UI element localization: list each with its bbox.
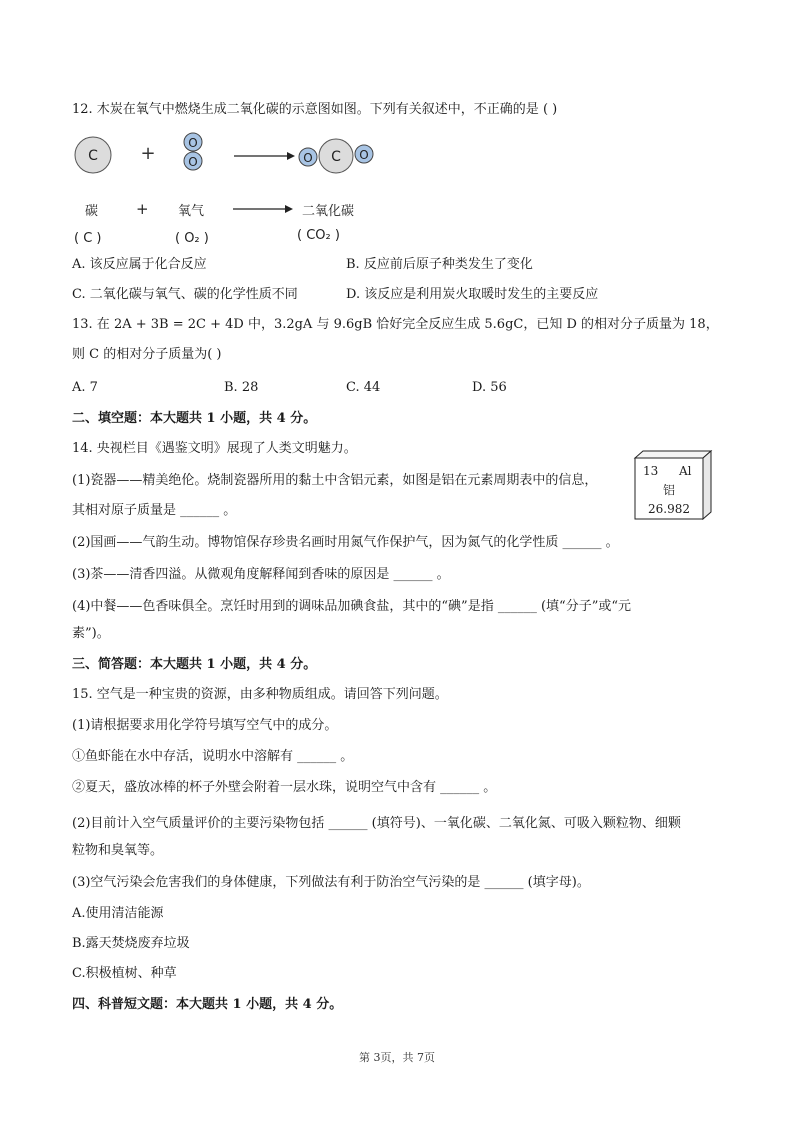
q14-part1-line2: 其相对原子质量是 ______ 。 <box>72 503 237 518</box>
word-oxygen: 氧气 <box>178 204 205 219</box>
q12-option-d: D. 该反应是利用炭火取暖时发生的主要反应 <box>346 287 599 302</box>
section-heading-short-answer: 三、简答题：本大题共 1 小题，共 4 分。 <box>72 657 317 672</box>
q13-stem-line2: 则 C 的相对分子质量为( ) <box>72 347 222 362</box>
element-mass: 26.982 <box>648 502 690 516</box>
reaction-arrow-icon <box>234 152 295 160</box>
oxygen-atom-label: O <box>188 155 198 169</box>
oxygen-atom-label: O <box>188 136 198 150</box>
q15-part1: (1)请根据要求用化学符号填写空气中的成分。 <box>72 718 338 733</box>
section-heading-fill-in: 二、填空题：本大题共 1 小题，共 4 分。 <box>72 411 317 426</box>
q13-option-b: B. 28 <box>224 380 259 395</box>
q15-option-c: C.积极植树、种草 <box>72 966 177 981</box>
carbon-atom-label: C <box>88 148 98 164</box>
q14-part4-line1: (4)中餐——色香味俱全。烹饪时用到的调味品加碘食盐，其中的“碘”是指 ______ (填“分子”或“元 <box>72 599 631 614</box>
q13-option-a: A. 7 <box>72 380 98 395</box>
q14-part1-line1: (1)瓷器——精美绝伦。烧制瓷器所用的黏土中含铝元素，如图是铝在元素周期表中的信息， <box>72 473 598 488</box>
q15-part1b: ②夏天，盛放冰棒的杯子外壁会附着一层水珠，说明空气中含有 ______ 。 <box>72 780 497 795</box>
q15-option-b: B.露天焚烧废弃垃圾 <box>72 936 190 951</box>
oxygen-molecule <box>184 133 202 170</box>
co2-molecule <box>299 139 373 173</box>
q13-option-c: C. 44 <box>346 380 381 395</box>
formula-c: ( C ) <box>74 231 102 246</box>
q12-option-a: A. 该反应属于化合反应 <box>72 257 207 272</box>
oxygen-atom-label: O <box>303 151 313 165</box>
plus-sign: + <box>140 143 156 164</box>
word-arrow-icon <box>233 202 293 216</box>
q14-stem: 14. 央视栏目《遇鉴文明》展现了人类文明魅力。 <box>72 441 357 456</box>
formula-co2: ( CO₂ ) <box>297 228 340 243</box>
q12-stem: 12. 木炭在氧气中燃烧生成二氧化碳的示意图如图。下列有关叙述中，不正确的是 ( ) <box>72 102 558 117</box>
q14-part3: (3)茶——清香四溢。从微观角度解释闻到香味的原因是 ______ 。 <box>72 567 450 582</box>
q13-stem-line1: 13. 在 2A + 3B = 2C + 4D 中，3.2gA 与 9.6gB 恰好完全反应生成 5.6gC，已知 D 的相对分子质量为 18， <box>72 317 719 332</box>
q14-part4-line2: 素”)。 <box>72 626 110 641</box>
q14-part2: (2)国画——气韵生动。博物馆保存珍贵名画时用氮气作保护气，因为氮气的化学性质 ______ 。 <box>72 535 619 550</box>
aluminum-element-card <box>633 450 713 520</box>
reaction-diagram <box>72 125 392 185</box>
word-carbon: 碳 <box>85 204 99 219</box>
oxygen-atom-label: O <box>359 148 369 162</box>
section-heading-science-reading: 四、科普短文题：本大题共 1 小题，共 4 分。 <box>72 997 343 1012</box>
q15-part3: (3)空气污染会危害我们的身体健康，下列做法有利于防治空气污染的是 ______ (填字母)。 <box>72 875 590 890</box>
q12-option-c: C. 二氧化碳与氧气、碳的化学性质不同 <box>72 287 298 302</box>
formula-o2: ( O₂ ) <box>175 231 209 246</box>
q15-part2-line2: 粒物和臭氧等。 <box>72 843 164 858</box>
word-co2: 二氧化碳 <box>302 204 355 219</box>
q15-part1a: ①鱼虾能在水中存活，说明水中溶解有 ______ 。 <box>72 749 354 764</box>
element-symbol: Al <box>679 464 692 478</box>
q12-option-b: B. 反应前后原子种类发生了变化 <box>346 257 533 272</box>
q15-stem: 15. 空气是一种宝贵的资源，由多种物质组成。请回答下列问题。 <box>72 687 448 702</box>
page-footer: 第 3页，共 7页 <box>359 1051 435 1064</box>
carbon-atom-label: C <box>331 149 341 165</box>
q15-part2-line1: (2)目前计入空气质量评价的主要污染物包括 ______ (填符号)、一氧化碳、二氧化氮、可吸入颗粒物、细颗 <box>72 816 681 831</box>
carbon-atom <box>75 137 111 173</box>
q15-option-a: A.使用清洁能源 <box>72 906 164 921</box>
q13-option-d: D. 56 <box>472 380 507 395</box>
element-number: 13 <box>643 464 659 478</box>
element-name: 铝 <box>662 483 676 497</box>
word-plus: + <box>136 200 149 218</box>
